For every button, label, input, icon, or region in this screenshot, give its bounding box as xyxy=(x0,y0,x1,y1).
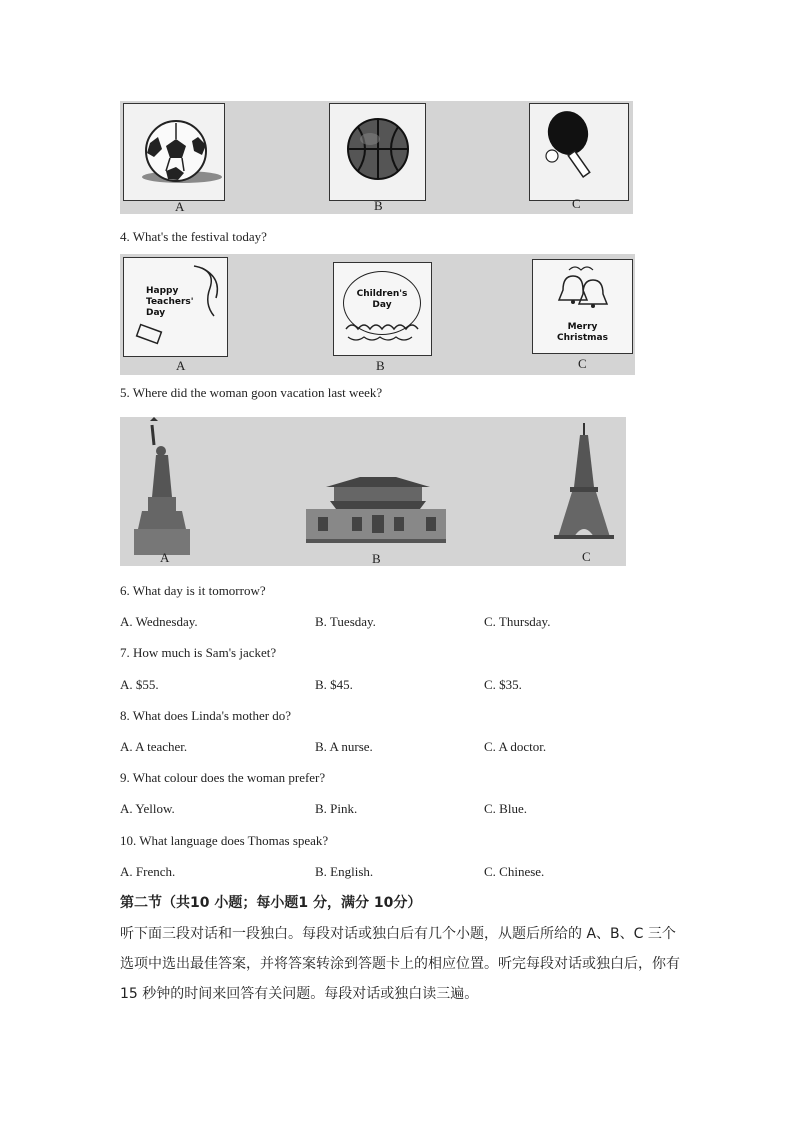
q4-label-a: A xyxy=(176,358,186,373)
option-a: A. French. xyxy=(120,864,176,879)
question-text: 10. What language does Thomas speak? xyxy=(120,833,329,848)
q4-card-c xyxy=(532,259,633,354)
question-text: 7. How much is Sam's jacket? xyxy=(120,645,277,660)
question-text: 6. What day is it tomorrow? xyxy=(120,583,266,598)
option-b: B. A nurse. xyxy=(315,739,373,754)
question-text: 9. What colour does the woman prefer? xyxy=(120,770,326,785)
q3-label-a: A xyxy=(175,199,185,214)
instruction-line: 15 秒钟的时间来回答有关问题。每段对话或独白读三遍。 xyxy=(120,986,479,1002)
section-instructions xyxy=(120,919,680,1009)
q4-card-c-text: Merry Christmas xyxy=(556,322,608,343)
instruction-line: 听下面三段对话和一段独白。每段对话或独白后有几个小题，从题后所给的 A、B、C 三个 xyxy=(120,926,676,942)
children-figures-icon xyxy=(334,263,431,355)
option-a: A. $55. xyxy=(120,677,159,692)
q4-label-c: C xyxy=(578,356,587,371)
q4-card-a-text: Happy Teachers' Day xyxy=(146,286,194,318)
statue-of-liberty-icon xyxy=(134,417,190,555)
q4-card-a xyxy=(123,257,228,357)
q5-photo-strip xyxy=(120,417,626,566)
option-c: C. $35. xyxy=(484,677,522,692)
q3-label-c: C xyxy=(572,196,581,211)
section-title: 第二节（共10 小题；每小题1 分，满分 10分） xyxy=(120,895,422,911)
option-c: C. Chinese. xyxy=(484,864,545,879)
option-b: B. English. xyxy=(315,864,374,879)
option-b: B. Pink. xyxy=(315,801,358,816)
option-a: A. Yellow. xyxy=(120,801,175,816)
option-c: C. Thursday. xyxy=(484,614,551,629)
eiffel-tower-icon xyxy=(554,423,614,539)
soccer-ball-icon xyxy=(142,121,222,183)
option-c: C. Blue. xyxy=(484,801,527,816)
q5-question: 5. Where did the woman goon vacation last week? xyxy=(120,385,383,400)
q4-card-b-text: Children's Day xyxy=(356,289,408,310)
tiananmen-icon xyxy=(306,477,446,543)
q4-card-b xyxy=(333,262,432,356)
question-text: 8. What does Linda's mother do? xyxy=(120,708,292,723)
option-b: B. $45. xyxy=(315,677,353,692)
q5-label-a: A xyxy=(160,550,170,565)
basketball-icon xyxy=(348,119,408,179)
instruction-line: 选项中选出最佳答案，并将答案转涂到答题卡上的相应位置。听完每段对话或独白后，你有 xyxy=(120,956,680,972)
q5-label-c: C xyxy=(582,549,591,564)
q3-label-b: B xyxy=(374,198,383,213)
option-c: C. A doctor. xyxy=(484,739,547,754)
option-a: A. Wednesday. xyxy=(120,614,198,629)
q3-photo-strip xyxy=(120,101,633,214)
q5-label-b: B xyxy=(372,551,381,566)
option-b: B. Tuesday. xyxy=(315,614,376,629)
ribbon-icon xyxy=(124,258,227,356)
q4-photo-strip xyxy=(120,254,635,375)
option-a: A. A teacher. xyxy=(120,739,188,754)
q4-question: 4. What's the festival today? xyxy=(120,229,267,244)
q5-pictures xyxy=(120,417,626,566)
q4-label-b: B xyxy=(376,358,385,373)
ping-pong-paddle-icon xyxy=(543,107,593,177)
